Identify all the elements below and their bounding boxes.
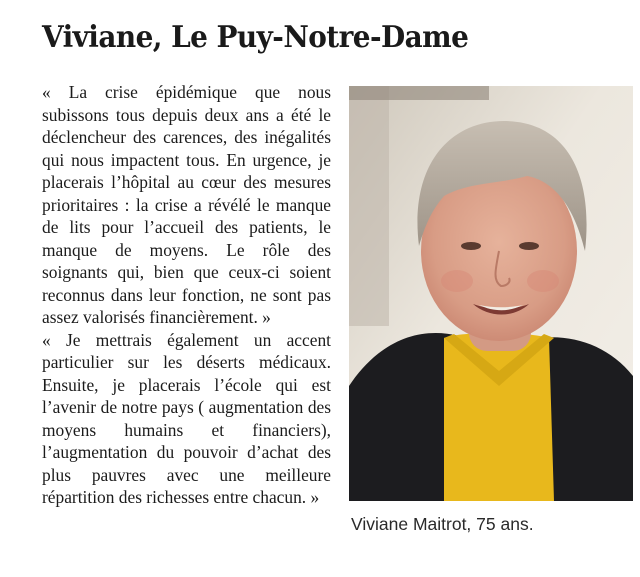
article-paragraph-1: « La crise épidémique que nous subissons tous depuis deux ans a été le déclencheur des carences, des inégalités qui nous impactent tous. En urgence, je placerais l’hôpital au cœur des mesures prioritaires : la crise a révélé le manque de lits pour l’accueil des patients, le manque de moyens. Le rôle des soignants qui, bien que ceux-ci soient reconnus dans leur fonction, ne sont pas assez valorisés financièrement. »: [42, 82, 331, 327]
portrait-photo: [349, 86, 633, 501]
photo-shirt: [444, 333, 554, 501]
photo-eye-right: [519, 242, 539, 250]
photo-cheek-right: [527, 270, 559, 292]
photo-door-frame: [349, 86, 389, 326]
photo-caption: Viviane Maitrot, 75 ans.: [351, 514, 534, 534]
photo-cheek-left: [441, 270, 473, 292]
article-body: [42, 81, 331, 509]
photo-shelf: [349, 86, 489, 100]
photo-eye-left: [461, 242, 481, 250]
article-headline: Viviane, Le Puy-Notre-Dame: [42, 20, 469, 55]
article-paragraph-2: « Je mettrais également un accent particulier sur les déserts médicaux. Ensuite, je placerais l’école qui est l’avenir de notre pays ( augmentation des moyens humains et financiers), l’augmentation du pouvoir d’achat des plus pauvres avec une meilleure répartition des richesses entre chacun. »: [42, 329, 331, 507]
